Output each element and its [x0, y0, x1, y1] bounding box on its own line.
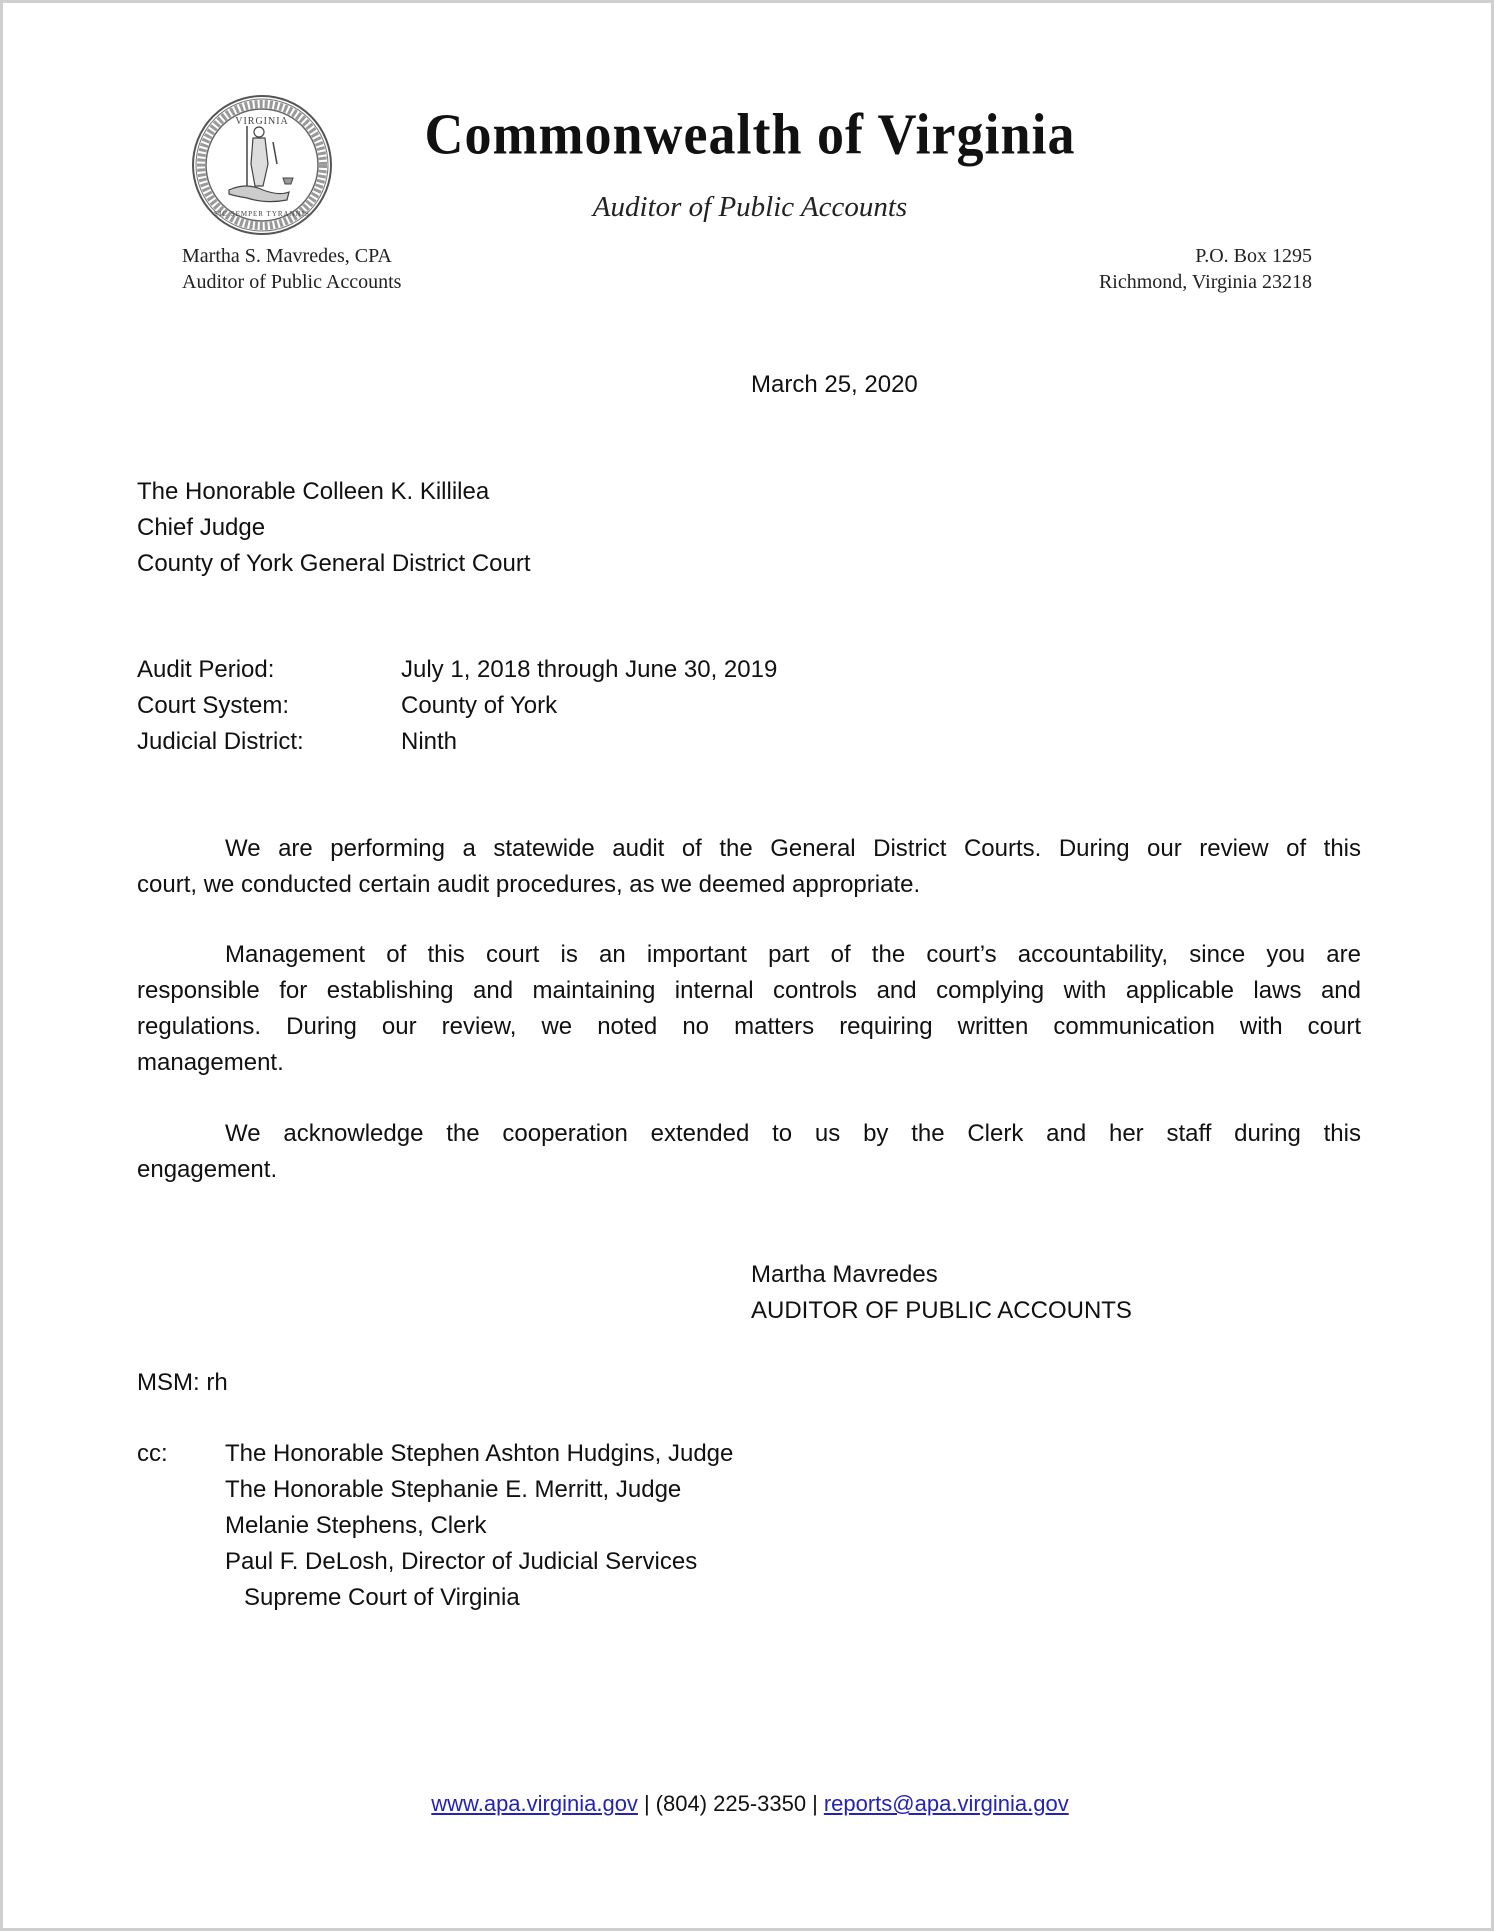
auditor-title: Auditor of Public Accounts — [182, 271, 402, 293]
signature-name: Martha Mavredes — [751, 1261, 938, 1288]
signature-title: AUDITOR OF PUBLIC ACCOUNTS — [751, 1297, 1132, 1324]
address-po-box: P.O. Box 1295 — [1195, 245, 1312, 267]
paragraph-line: responsible for establishing and maintaining internal controls and complying with applicable laws and — [137, 977, 1361, 1004]
paragraph-acknowledgement — [137, 1116, 1361, 1188]
recipient-name: The Honorable Colleen K. Killilea — [137, 478, 490, 505]
audit-period-label: Audit Period: — [137, 656, 275, 683]
letter-date: March 25, 2020 — [751, 371, 918, 398]
paragraph-management — [137, 937, 1361, 1081]
cc-row — [137, 1472, 733, 1508]
audit-info-row — [137, 652, 777, 688]
footer-contact — [3, 1789, 1494, 1819]
website-link[interactable]: www.apa.virginia.gov — [431, 1791, 638, 1816]
address-city: Richmond, Virginia 23218 — [1098, 271, 1312, 293]
cc-row — [137, 1580, 733, 1616]
paragraph-line: engagement. — [137, 1156, 278, 1183]
recipient-address — [137, 474, 531, 582]
cc-row — [137, 1436, 733, 1472]
paragraph-line: regulations. During our review, we noted no matters requiring written communication with court — [137, 1013, 1361, 1040]
audit-info — [137, 652, 777, 760]
paragraph-line: We acknowledge the cooperation extended to us by the Clerk and her staff during this — [225, 1120, 1361, 1147]
letterhead-auditor-block — [182, 243, 401, 295]
paragraph-line: court, we conducted certain audit procedures, as we deemed appropriate. — [137, 871, 921, 898]
audit-info-row — [137, 688, 777, 724]
paragraph-audit-scope — [137, 831, 1361, 903]
cc-recipient: Melanie Stephens, Clerk — [225, 1512, 487, 1539]
recipient-court: County of York General District Court — [137, 550, 531, 577]
phone-number: (804) 225-3350 — [655, 1791, 807, 1816]
audit-period-value: July 1, 2018 through June 30, 2019 — [401, 656, 778, 683]
signature-block — [751, 1257, 1132, 1329]
cc-recipient: The Honorable Stephen Ashton Hudgins, Judge — [225, 1440, 734, 1467]
letterhead-subtitle: Auditor of Public Accounts — [592, 191, 908, 223]
paragraph-line: Management of this court is an important part of the court’s accountability, since you are — [225, 941, 1361, 968]
audit-info-row — [137, 724, 777, 760]
court-system-label: Court System: — [137, 692, 290, 719]
recipient-title: Chief Judge — [137, 514, 266, 541]
cc-list — [137, 1436, 733, 1616]
email-link[interactable]: reports@apa.virginia.gov — [823, 1791, 1069, 1816]
svg-text:VIRGINIA: VIRGINIA — [235, 116, 289, 127]
letterhead-title: Commonwealth of Virginia — [424, 101, 1076, 167]
cc-recipient: The Honorable Stephanie E. Merritt, Judge — [225, 1476, 682, 1503]
svg-text:SIC SEMPER TYRANNIS: SIC SEMPER TYRANNIS — [214, 210, 310, 218]
auditor-name: Martha S. Mavredes, CPA — [182, 245, 392, 267]
cc-recipient: Paul F. DeLosh, Director of Judicial Services — [225, 1548, 698, 1575]
judicial-district-value: Ninth — [401, 728, 458, 755]
judicial-district-label: Judicial District: — [137, 728, 304, 755]
typist-initials: MSM: rh — [137, 1369, 228, 1396]
paragraph-line: management. — [137, 1049, 284, 1076]
footer-separator: | — [643, 1791, 650, 1816]
court-system-value: County of York — [401, 692, 558, 719]
letterhead-address-block — [1099, 243, 1312, 295]
cc-label: cc: — [137, 1440, 168, 1467]
footer-separator: | — [812, 1791, 818, 1816]
paragraph-line: We are performing a statewide audit of the General District Courts. During our review of this — [225, 835, 1361, 862]
cc-recipient-affiliation: Supreme Court of Virginia — [244, 1584, 520, 1611]
cc-row — [137, 1508, 733, 1544]
cc-row — [137, 1544, 733, 1580]
